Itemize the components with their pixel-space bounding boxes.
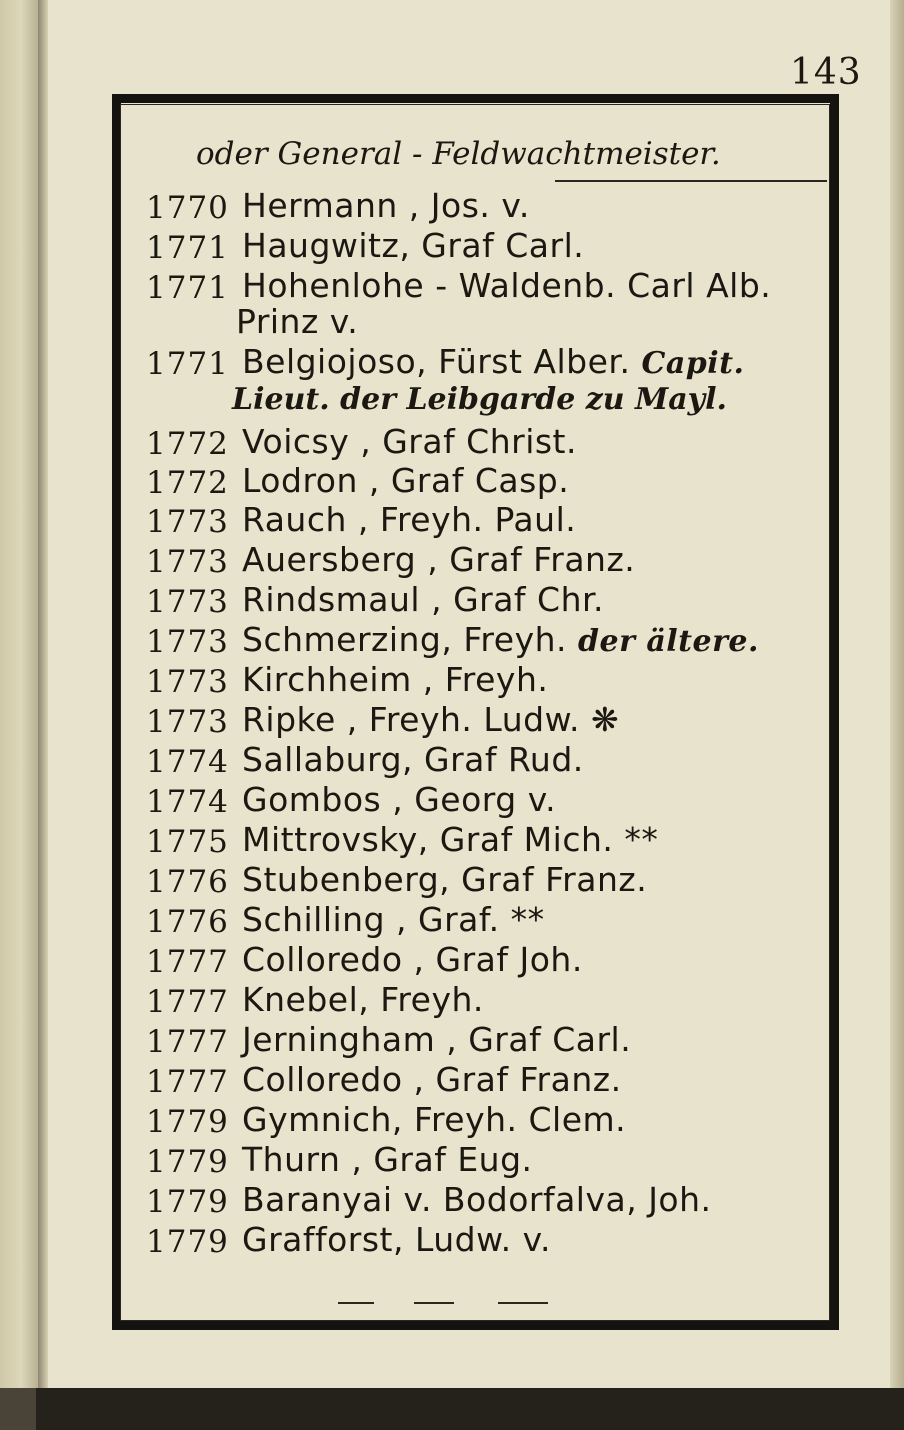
entry-year: 1771 — [146, 230, 229, 266]
entry-year: 1779 — [146, 1184, 229, 1220]
entry-name: Ripke , Freyh. Ludw. ❋ — [242, 700, 620, 739]
entry-name: Lodron , Graf Casp. — [242, 461, 570, 500]
entry-year: 1770 — [146, 190, 229, 226]
book-spine — [0, 1388, 36, 1430]
entry-year: 1777 — [146, 944, 229, 980]
entry-name: Auersberg , Graf Franz. — [242, 540, 636, 579]
entry-name: Haugwitz, Graf Carl. — [242, 226, 585, 265]
entry-year: 1773 — [146, 664, 229, 700]
entry-name: Jerningham , Graf Carl. — [242, 1020, 632, 1059]
entry-year: 1776 — [146, 904, 229, 940]
frame-dash — [414, 1302, 454, 1304]
entry-name: Stubenberg, Graf Franz. — [242, 860, 648, 899]
entry-name: Colloredo , Graf Franz. — [242, 1060, 622, 1099]
entry-continuation: Lieut. der Leibgarde zu Mayl. — [232, 382, 727, 417]
entry-name: Rauch , Freyh. Paul. — [242, 500, 577, 539]
entry-name: Schilling , Graf. ** — [242, 900, 545, 939]
entry-name: Rindsmaul , Graf Chr. — [242, 580, 605, 619]
entry-name: Voicsy , Graf Christ. — [242, 422, 577, 461]
entry-year: 1779 — [146, 1144, 229, 1180]
entry-name: Mittrovsky, Graf Mich. ** — [242, 820, 659, 859]
frame-dash — [338, 1302, 374, 1304]
frame-dash — [498, 1302, 548, 1304]
entry-year: 1777 — [146, 1064, 229, 1100]
entry-name: Belgiojoso, Fürst Alber. Capit. — [242, 342, 745, 381]
heading-rule — [555, 180, 827, 182]
scan-bottom-border — [0, 1388, 904, 1430]
entry-name: Gombos , Georg v. — [242, 780, 557, 819]
entry-year: 1773 — [146, 544, 229, 580]
entry-year: 1774 — [146, 784, 229, 820]
page-edge-right — [890, 0, 904, 1388]
entry-name: Colloredo , Graf Joh. — [242, 940, 583, 979]
entry-name: Gymnich, Freyh. Clem. — [242, 1100, 627, 1139]
entry-year: 1777 — [146, 1024, 229, 1060]
entry-year: 1775 — [146, 824, 229, 860]
entry-year: 1773 — [146, 624, 229, 660]
entry-note: der ältere. — [578, 624, 759, 659]
entry-year: 1773 — [146, 584, 229, 620]
entry-year: 1779 — [146, 1104, 229, 1140]
entry-name: Hermann , Jos. v. — [242, 186, 530, 225]
entry-year: 1774 — [146, 744, 229, 780]
page-number: 143 — [790, 52, 862, 93]
entry-name: Grafforst, Ludw. v. — [242, 1220, 552, 1259]
entry-continuation: Prinz v. — [236, 302, 359, 341]
book-gutter — [38, 0, 48, 1430]
entry-year: 1771 — [146, 346, 229, 382]
section-heading: oder General - Feldwachtmeister. — [196, 136, 721, 172]
entry-year: 1771 — [146, 270, 229, 306]
entry-name: Schmerzing, Freyh. der ältere. — [242, 620, 759, 659]
entry-name: Hohenlohe - Waldenb. Carl Alb. — [242, 266, 772, 305]
entry-name: Sallaburg, Graf Rud. — [242, 740, 584, 779]
entry-year: 1777 — [146, 984, 229, 1020]
entry-name: Knebel, Freyh. — [242, 980, 484, 1019]
entry-year: 1772 — [146, 465, 229, 501]
entry-year: 1776 — [146, 864, 229, 900]
entry-year: 1773 — [146, 704, 229, 740]
entry-year: 1772 — [146, 426, 229, 462]
entry-name: Baranyai v. Bodorfalva, Joh. — [242, 1180, 712, 1219]
entry-year: 1779 — [146, 1224, 229, 1260]
entry-note: Capit. — [641, 346, 745, 381]
entry-name: Kirchheim , Freyh. — [242, 660, 549, 699]
facing-page-edge — [0, 0, 38, 1430]
entry-name: Thurn , Graf Eug. — [242, 1140, 533, 1179]
entry-year: 1773 — [146, 504, 229, 540]
